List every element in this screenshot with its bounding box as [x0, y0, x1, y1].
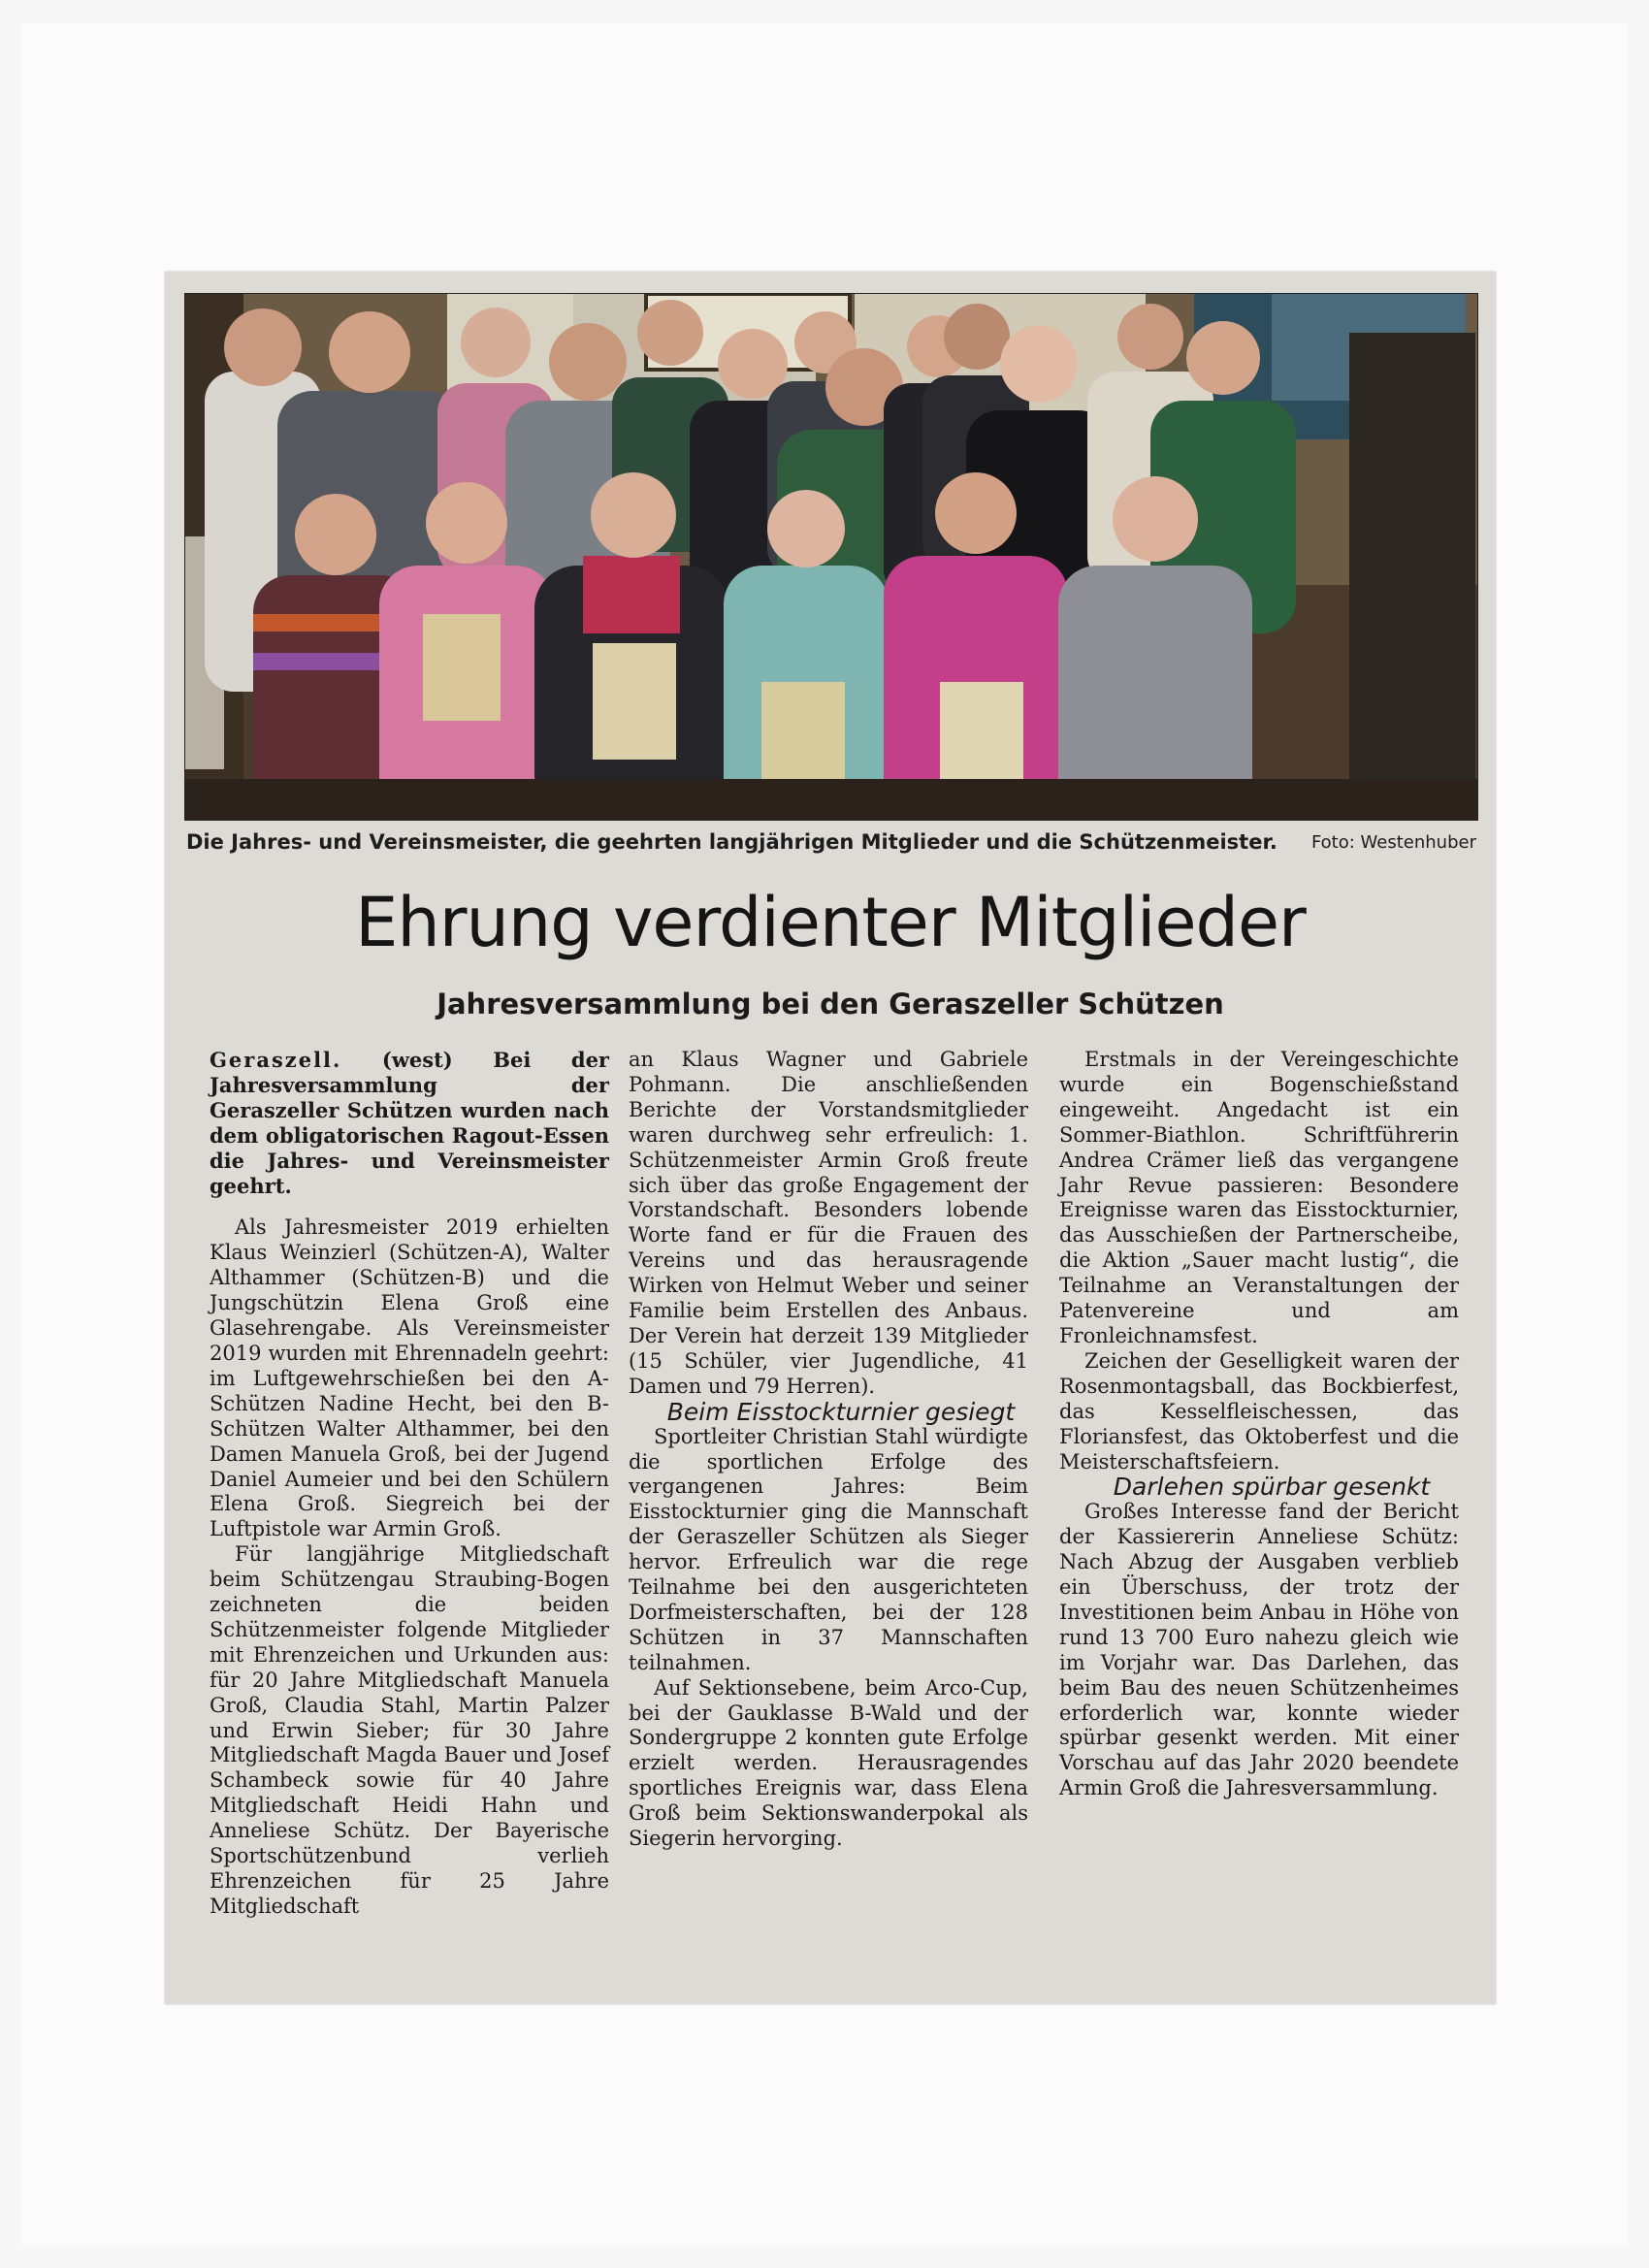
dateline: Geraszell. [210, 1048, 342, 1072]
paragraph: Erstmals in der Vereingeschichte wurde ein Bogenschießstand eingeweiht. Angedacht ist ein Sommer-Biathlon. Schriftführerin Andrea Crämer ließ das vergangene Jahr Revue passieren: Besondere Ereignisse waren das Eisstockturnier, das Ausschießen der Partnerscheibe, die Aktion „Sauer macht lustig“, die Teilnahme an Veranstaltungen der Patenvereine und am Fronleichnamsfest. [1059, 1048, 1459, 1347]
headline: Ehrung verdienter Mitglieder [355, 883, 1306, 962]
paragraph: Zeichen der Geselligkeit waren der Rosenmontagsball, das Bockbierfest, das Kesselfleischessen, das Floriansfest, das Oktoberfest und die Meisterschaftsfeiern. [1059, 1348, 1459, 1474]
paragraph: an Klaus Wagner und Gabriele Pohmann. Die anschließenden Berichte der Vorstandsmitglieder waren durchweg sehr erfreulich: 1. Schützenmeister Armin Groß freute sich über das große Engagement der Vorstandschaft. Besonders lobende Worte fand er für die Frauen des Vereins und das herausragende Wirken von Helmut Weber und seiner Familie beim Erstellen des Anbaus. Der Verein hat derzeit 139 Mitglieder (15 Schüler, vier Jugendliche, 41 Damen und 79 Herren). [629, 1048, 1028, 1398]
group-photo [184, 293, 1478, 821]
paragraph: Auf Sektionsebene, beim Arco-Cup, bei der Gauklasse B-Wald und der Sondergruppe 2 konnten gute Erfolge erzielt werden. Herausragendes sportliches Ereignis war, dass Elena Groß beim Sektionswanderpokal als Siegerin hervorging. [629, 1675, 1028, 1851]
paragraph: Sportleiter Christian Stahl würdigte die sportlichen Erfolge des vergangenen Jahres: Beim Eisstockturnier ging die Mannschaft der Geraszeller Schützen als Sieger hervor. Erfreulich war die rege Teilnahme bei den ausgerichteten Dorfmeisterschaften, bei der 128 Schützen in 37 Mannschaften teilnahmen. [629, 1424, 1028, 1674]
subheadline: Jahresversammlung bei den Geraszeller Schützen [436, 988, 1224, 1021]
paragraph: Für langjährige Mitgliedschaft beim Schützengau Straubing-Bogen zeichneten die beiden Schützenmeister folgende Mitglieder mit Ehrenzeichen und Urkunden aus: für 20 Jahre Mitgliedschaft Manuela Groß, Claudia Stahl, Martin Palzer und Erwin Sieber; für 30 Jahre Mitgliedschaft Magda Bauer und Josef Schambeck sowie für 40 Jahre Mitgliedschaft Heidi Hahn und Anneliese Schütz. Der Bayerische Sportschützenbund verlieh Ehrenzeichen für 25 Jahre Mitgliedschaft [210, 1542, 609, 1918]
subheading-eisstock: Beim Eisstockturnier gesiegt [666, 1397, 1016, 1426]
subheading-darlehen: Darlehen spürbar gesenkt [1113, 1473, 1431, 1502]
newspaper-clipping [165, 272, 1496, 2004]
photo-credit: Foto: Westenhuber [1310, 832, 1476, 853]
article-column-2 [629, 1048, 1028, 1852]
lead-text: (west) Bei der Jahresversammlung der Geraszeller Schützen wurden nach dem obligatorischen Ragout-Essen die Jahres- und Vereinsmeister geehrt. [210, 1048, 609, 1198]
lead-paragraph [210, 1048, 609, 1198]
paragraph: Als Jahresmeister 2019 erhielten Klaus Weinzierl (Schützen-A), Walter Althammer (Schützen-B) und die Jungschützin Elena Groß eine Glasehrengabe. Als Vereinsmeister 2019 wurden mit Ehrennadeln geehrt: im Luftgewehrschießen bei den A-Schützen Nadine Hecht, bei den B-Schützen Walter Althammer, bei den Damen Manuela Groß, bei der Jugend Daniel Aumeier und bei den Schülern Elena Groß. Siegreich bei der Luftpistole war Armin Groß. [210, 1215, 609, 1541]
article-column-3 [1059, 1048, 1459, 1801]
article-column-1 [210, 1048, 609, 1920]
paragraph: Großes Interesse fand der Bericht der Kassiererin Anneliese Schütz: Nach Abzug der Ausgaben verblieb ein Überschuss, der trotz der Investitionen beim Anbau in Höhe von rund 13 700 Euro nahezu gleich wie im Vorjahr war. Das Darlehen, das beim Bau des neuen Schützenheimes erforderlich war, konnte wieder spürbar gesenkt werden. Mit einer Vorschau auf das Jahr 2020 beendete Armin Groß die Jahresversammlung. [1059, 1500, 1459, 1800]
photo-caption-row [186, 826, 1476, 859]
photo-caption: Die Jahres- und Vereinsmeister, die geehrten langjährigen Mitglieder und die Schützenmeister. [186, 830, 1277, 854]
